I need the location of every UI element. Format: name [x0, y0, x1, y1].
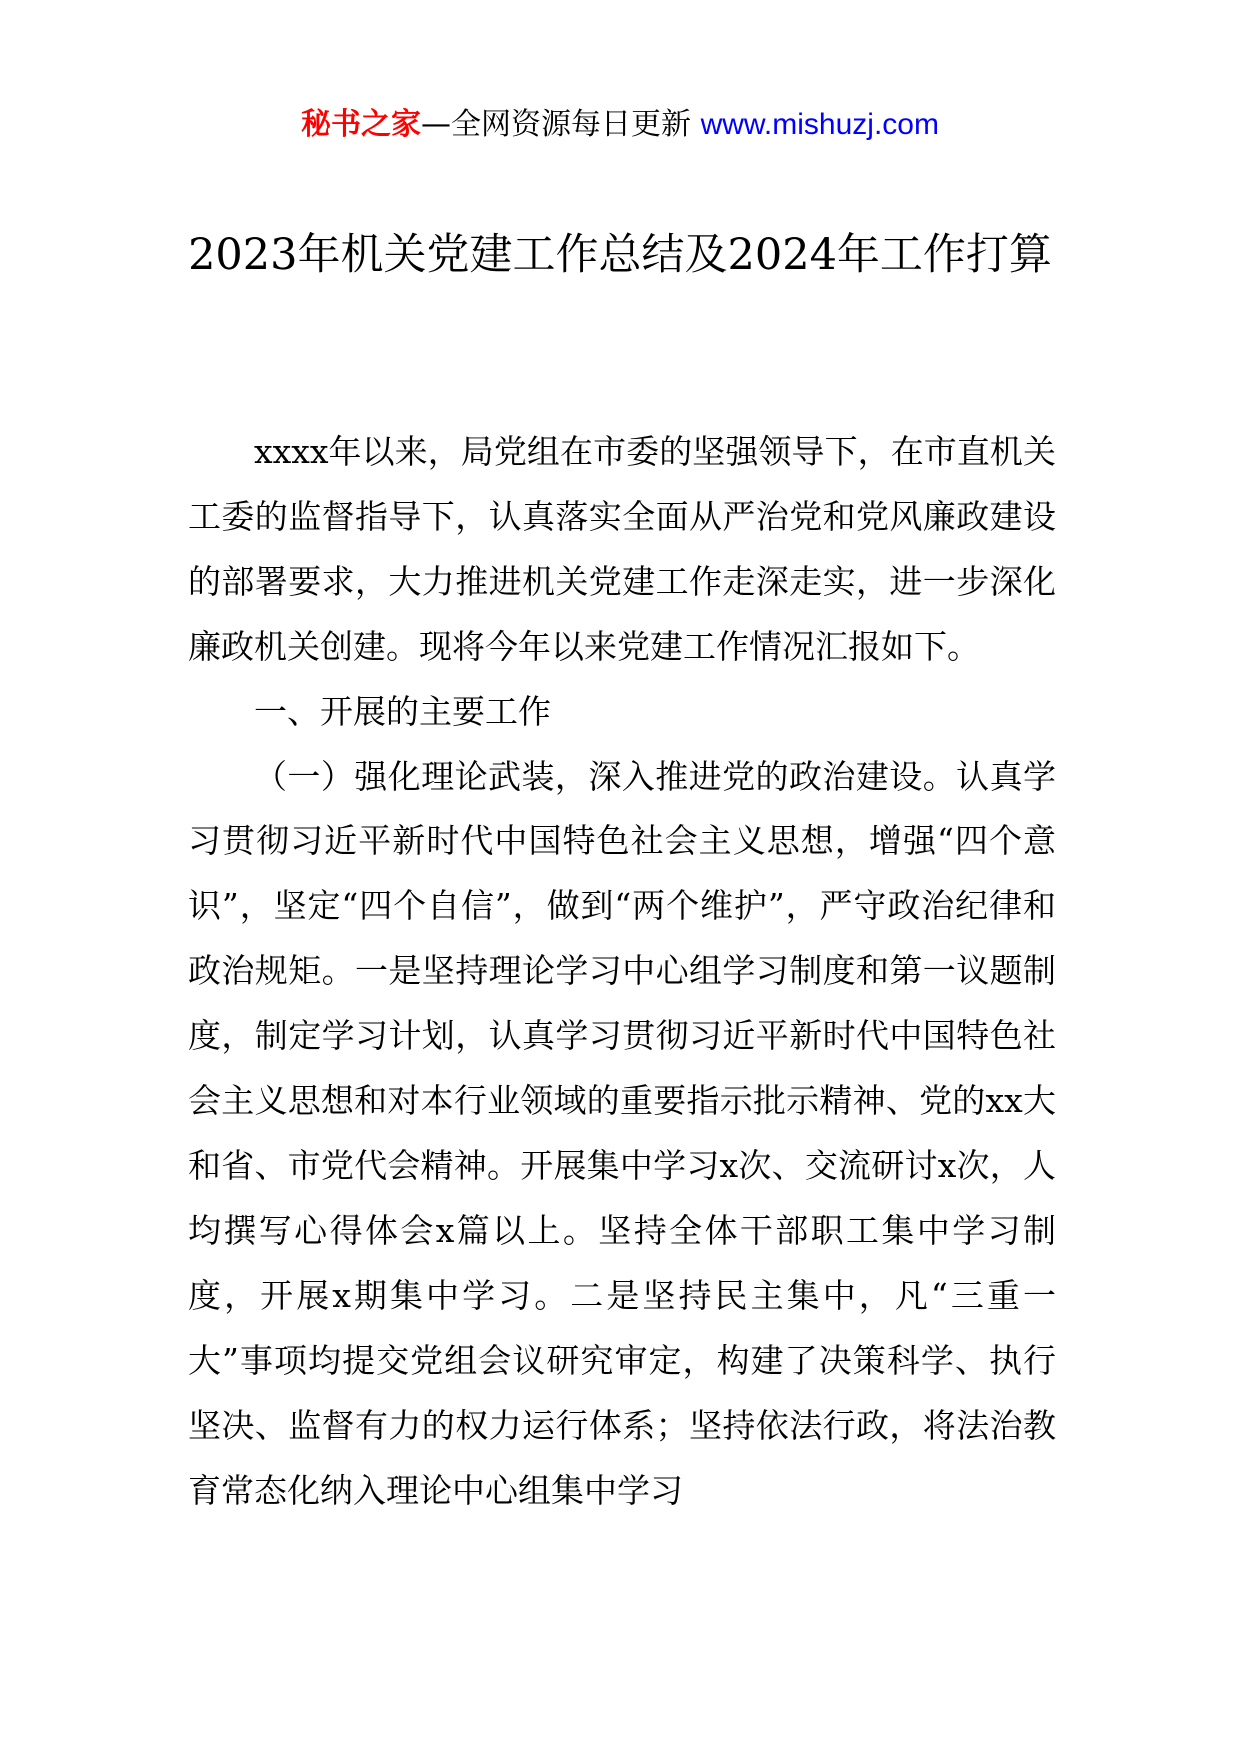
site-brand: 秘书之家 — [301, 107, 422, 142]
body-paragraph: （一）强化理论武装，深入推进党的政治建设。认真学习贯彻习近平新时代中国特色社会主义思想，增强“四个意识”，坚定“四个自信”，做到“两个维护”，严守政治纪律和政治规矩。一是坚持理论学习中心组学习制度和第一议题制度，制定学习计划，认真学习贯彻习近平新时代中国特色社会主义思想和对本行业领域的重要指示批示精神、党的xx大和省、市党代会精神。开展集中学习x次、交流研讨x次，人均撰写心得体会x篇以上。坚持全体干部职工集中学习制度，开展x期集中学习。二是坚持民主集中，凡“三重一大”事项均提交党组会议研究审定，构建了决策科学、执行坚决、监督有力的权力运行体系；坚持依法行政，将法治教育常态化纳入理论中心组集中学习 — [188, 756, 1056, 1510]
site-tagline: —全网资源每日更新 — [421, 107, 701, 142]
section-heading: 一、开展的主要工作 — [254, 691, 551, 731]
document-title: 2023年机关党建工作总结及2024年工作打算 — [188, 230, 1052, 280]
site-header — [0, 100, 1240, 150]
intro-paragraph: xxxx年以来，局党组在市委的坚强领导下，在市直机关工委的监督指导下，认真落实全面从严治党和党风廉政建设的部署要求，大力推进机关党建工作走深走实，进一步深化廉政机关创建。现将今年以来党建工作情况汇报如下。 — [188, 432, 1056, 666]
site-url-link[interactable]: www.mishuzj.com — [700, 108, 939, 141]
document-body — [188, 420, 1056, 1523]
